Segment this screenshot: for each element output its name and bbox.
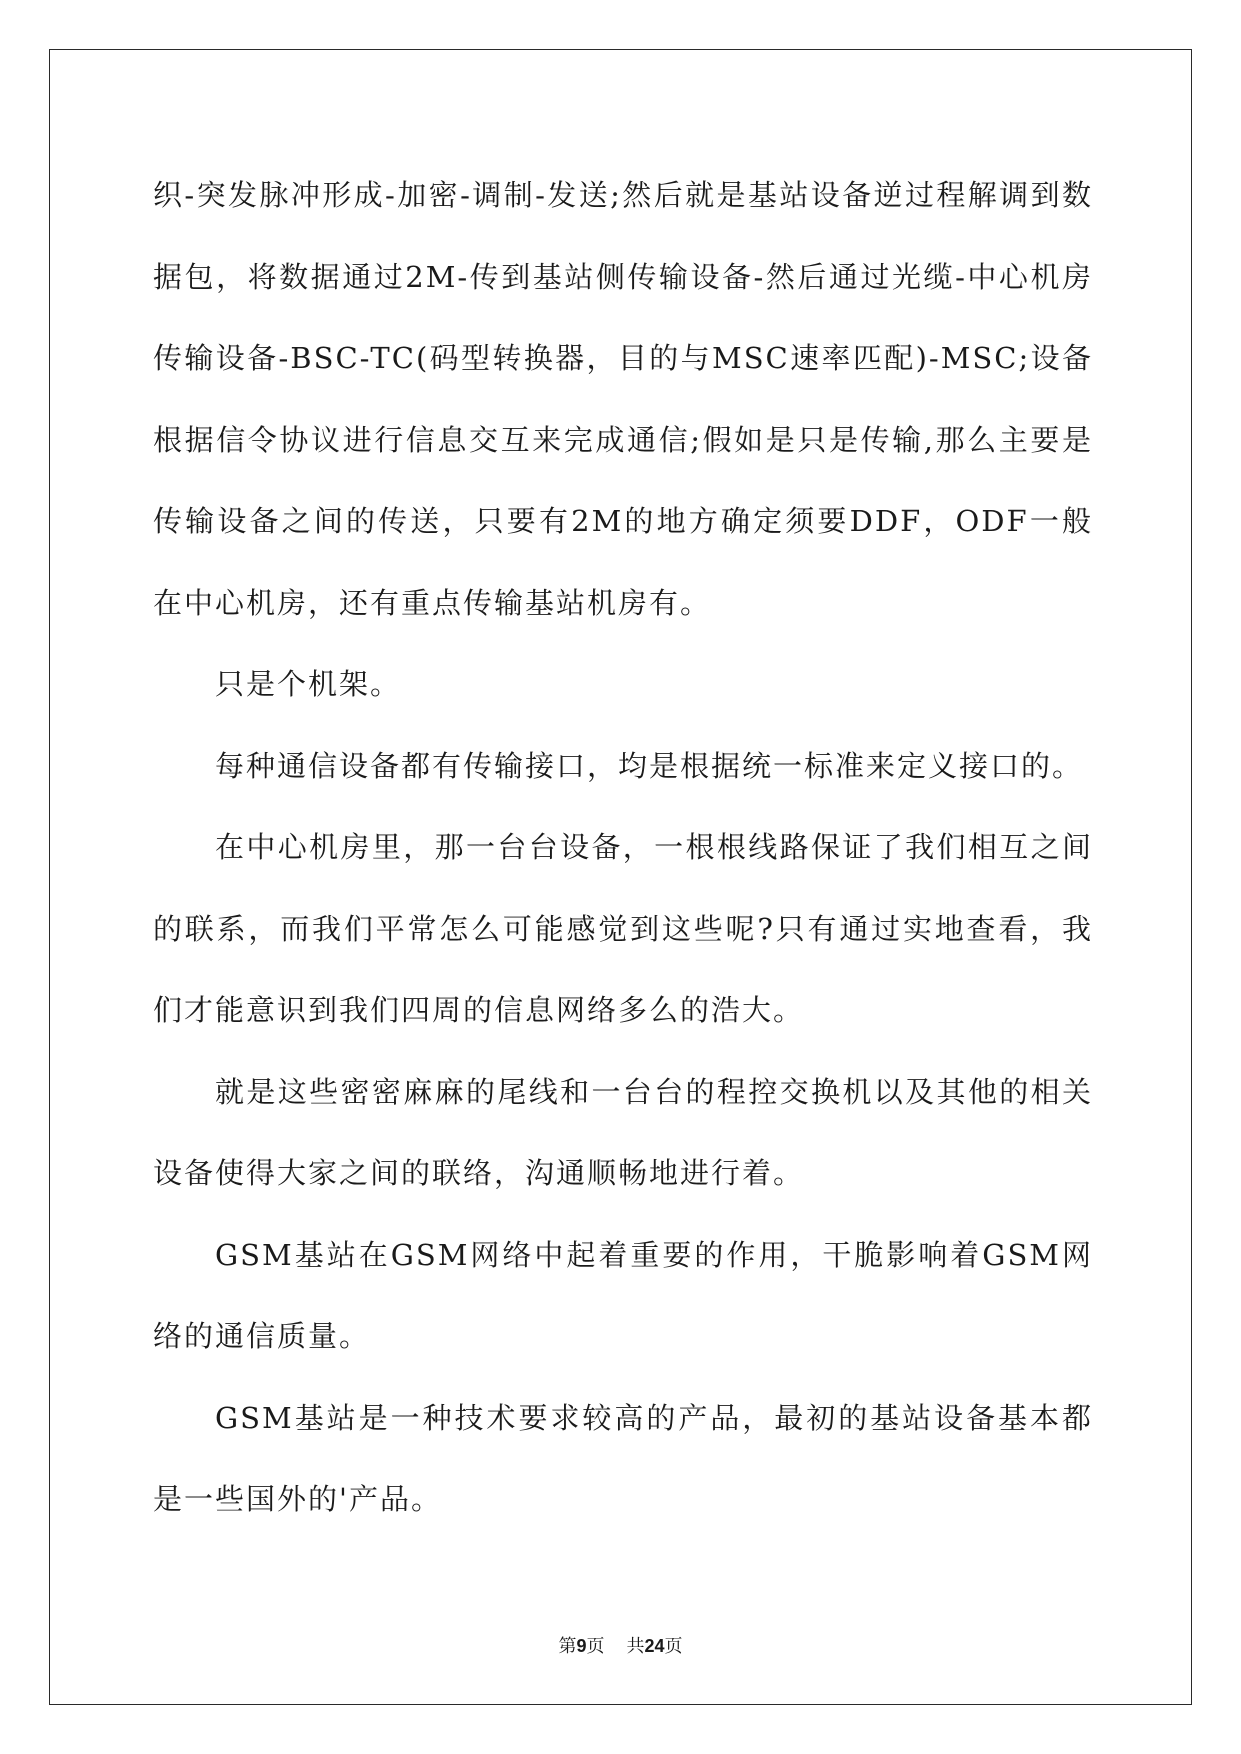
paragraph-6: GSM基站在GSM网络中起着重要的作用，干脆影响着GSM网络的通信质量。 [153, 1237, 1093, 1353]
total-pages-number: 24 [644, 1636, 665, 1656]
footer-total-prefix: 共 [626, 1636, 645, 1657]
paragraph-1: 织-突发脉冲形成-加密-调制-发送;然后就是基站设备逆过程解调到数据包，将数据通过2M-传到基站侧传输设备-然后通过光缆-中心机房传输设备-BSC-TC(码型转换器，目的与MSC速率匹配)-MSC;设备根据信令协议进行信息交互来完成通信;假如是只是传输,那么主要是传输设备之间的传送，只要有2M的地方确定须要DDF，ODF一般在中心机房，还有重点传输基站机房有。 [153, 178, 1093, 620]
paragraph-7: GSM基站是一种技术要求较高的产品，最初的基站设备基本都是一些国外的'产品。 [153, 1400, 1093, 1516]
paragraph-2: 只是个机架。 [215, 667, 402, 701]
paragraph-5: 就是这些密密麻麻的尾线和一台台的程控交换机以及其他的相关设备使得大家之间的联络，沟通顺畅地进行着。 [153, 1074, 1093, 1190]
footer-page-suffix: 页 [586, 1636, 605, 1657]
page-footer [0, 1632, 1241, 1658]
paragraph-4: 在中心机房里，那一台台设备，一根根线路保证了我们相互之间的联系，而我们平常怎么可能感觉到这些呢?只有通过实地查看，我们才能意识到我们四周的信息网络多么的浩大。 [153, 830, 1093, 1027]
paragraph-3: 每种通信设备都有传输接口，均是根据统一标准来定义接口的。 [215, 748, 1084, 783]
footer-total-suffix: 页 [664, 1636, 683, 1657]
current-page-number: 9 [576, 1636, 587, 1656]
document-body [153, 155, 1093, 1541]
footer-page-prefix: 第 [558, 1636, 577, 1657]
